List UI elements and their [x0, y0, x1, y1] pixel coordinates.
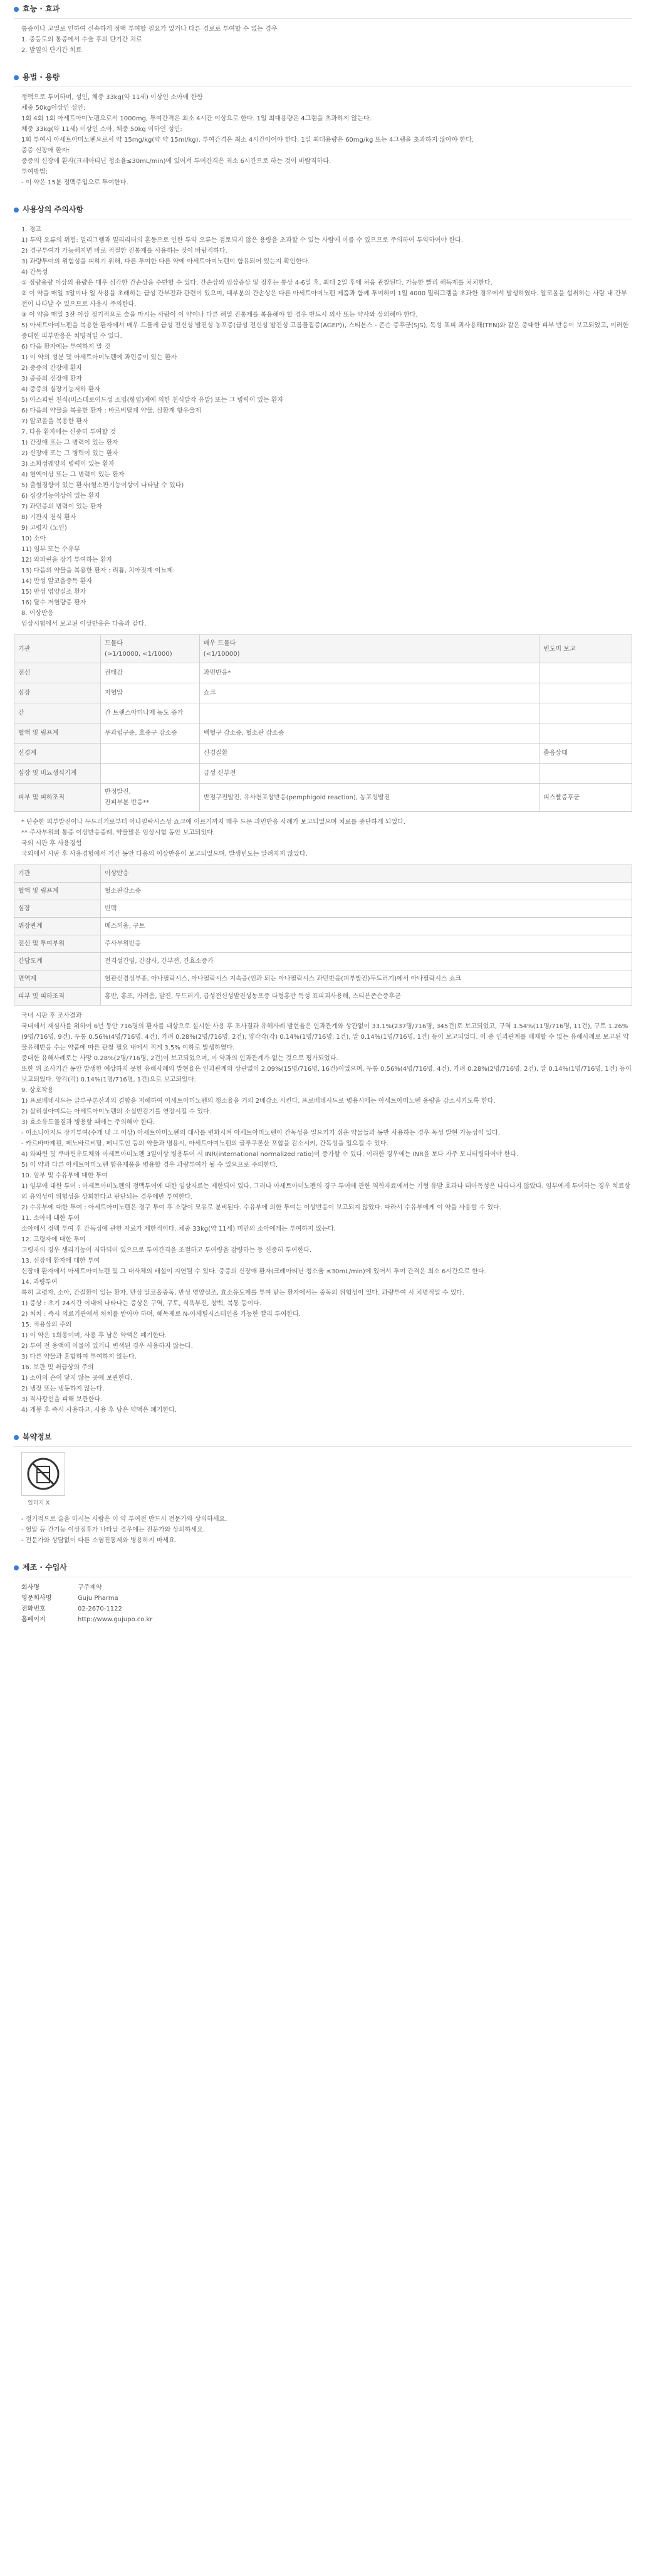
table-cell [539, 764, 632, 784]
precaution-line: 2) 처치 : 즉시 의료기관에서 처치를 받아야 하며, 해독제로 N-아세틸시스테인을 가능한 빨리 투여한다. [21, 1311, 301, 1318]
table-cell: 메스꺼움, 구토 [101, 918, 632, 935]
precaution-line: 2) 중증의 간장애 환자 [21, 365, 83, 372]
table-row [14, 988, 632, 1006]
precaution-line: 국내 시판 후 조사결과 [21, 1012, 82, 1019]
dosage-line: 정맥으로 투여하며, 성인, 체중 33kg(약 11세) 이상인 소아에 한함 [21, 94, 203, 101]
precautions-title [14, 204, 632, 219]
maker-row [14, 1604, 632, 1614]
section-bullet-icon [14, 1565, 19, 1570]
table-cell: 심장 [14, 683, 101, 703]
precaution-line: 3) 다른 약물과 혼합하여 투여하지 않는다. [21, 1354, 137, 1360]
precaution-line: 고령자의 경우 생리기능이 저하되어 있으므로 투여간격을 조절하고 투여량을 감량하는 등 신중히 투여한다. [21, 1247, 312, 1254]
precaution-line: 2) 신장애 또는 그 병력이 있는 환자 [21, 450, 118, 457]
precautions-section [14, 204, 632, 1416]
table-cell: 졸음상태 [539, 744, 632, 764]
precaution-line: 1) 증상 : 초기 24시간 이내에 나타나는 증상은 구역, 구토, 식욕부진, 창백, 복통 등이다. [21, 1300, 262, 1307]
precaution-line: 1) 이 약의 성분 및 아세트아미노펜에 과민증이 있는 환자 [21, 354, 177, 361]
table-header-cell: 매우 드물다 (<1/10000) [199, 635, 539, 663]
precaution-line: 1. 경고 [21, 226, 42, 233]
precaution-line: 11) 임부 또는 수유부 [21, 546, 80, 553]
table-header-cell: 이상반응 [101, 865, 632, 883]
precaution-line: 6) 다음의 약물을 복용한 환자 : 바르비탈계 약물, 삼환계 항우울제 [21, 407, 201, 414]
table-header-cell: 빈도미 보고 [539, 635, 632, 663]
precaution-line: 12) 와파린을 장기 투여하는 환자 [21, 557, 113, 564]
storage-section [14, 1432, 632, 1546]
table-row [14, 703, 632, 723]
maker-value: 구주제약 [78, 1584, 102, 1591]
precaution-line: 6) 심장기능이상이 있는 환자 [21, 493, 101, 500]
storage-title-text: 복약정보 [23, 1433, 52, 1441]
precaution-line: 2) 투여 전 용액에 이물이 있거나 변색된 경우 사용하지 않는다. [21, 1343, 193, 1350]
table-cell: 전격성간염, 간감사, 간부전, 간효소증가 [101, 953, 632, 970]
precaution-line: 13) 다음의 약물을 복용한 환자 : 리튬, 치아짓계 이뇨제 [21, 567, 173, 574]
table-cell: 심장 및 비뇨생식기계 [14, 764, 101, 784]
efficacy-line: 2. 발열의 단기간 치료 [21, 47, 82, 54]
precaution-line: 4) 간독성 [21, 269, 48, 276]
precaution-line: 3) 과량투여의 위험성을 피하기 위해, 다른 투여한 다른 약에 아세트아미노펜이 함유되어 있는지 확인한다. [21, 258, 310, 265]
maker-value: Guju Pharma [78, 1595, 118, 1602]
precaution-line: 3) 효소유도물질과 병용할 때에는 주의해야 한다. [21, 1119, 155, 1126]
dosage-line: 1회 투여시 아세트아미노펜으로서 약 15mg/kg(약 약 15ml/kg), 투여간격은 최소 4시간이어야 한다. 1일 최대용량은 60mg/kg 또는 4그램을 초과하지 않아야 한다. [21, 137, 474, 144]
table-cell [101, 764, 200, 784]
precaution-line: 5) 이 약과 다른 아세트아미노펜 함유제품을 병용할 경우 과량투여가 될 수 있으므로 주의한다. [21, 1162, 278, 1169]
precaution-line: 중대한 유해사례로는 사망 0.28%(2명/716명, 2건)이 보고되었으며, 이 약과의 인과관계가 없는 것으로 평가되었다. [21, 1055, 338, 1062]
precaution-line: 2) 살리실아미드는 아세트아미노펜의 소실반감기를 연장시킬 수 있다. [21, 1108, 211, 1115]
table-cell: 혈액 및 림프계 [14, 723, 101, 744]
table-cell: 위장관계 [14, 918, 101, 935]
precaution-line: 3) 직사광선을 피해 보관한다. [21, 1396, 103, 1403]
precaution-line: 1) 임부에 대한 투여 : 아세트아미노펜의 정맥투여에 대한 임상자료는 제한되어 있다. 그러나 아세트아미노펜의 경구 투여에 관한 역학자료에서는 기형 유발 효과나 태아독성은 나타나지 않았다. 임부에게 투여하는 경우 치료상의 유익성이 위험성을 상회한다고 판단되는 경우에만 투여한다. [21, 1183, 631, 1201]
table-cell: 과민반응* [199, 663, 539, 683]
precaution-note: ** 주사부위의 통증 이상반응증례, 약물많은 임상시험 동안 보고되었다. [21, 829, 216, 836]
efficacy-section [14, 4, 632, 56]
maker-label: 전화번호 [21, 1606, 46, 1612]
dosage-line: 체중 33kg(약 11세) 이상인 소아, 체중 50kg 이하인 성인: [21, 126, 182, 133]
precaution-line: 2) 경구투여가 가능해지면 바로 적절한 진통제를 사용하는 것이 바람직하다. [21, 248, 227, 255]
precaution-line: 12. 고령자에 대한 투여 [21, 1236, 86, 1243]
maker-label: 회사명 [21, 1584, 39, 1591]
precaution-line: - 카르바마제핀, 페노바르비탈, 페니토인 등의 약물과 병용시, 아세트아미노펜의 글루쿠론산 포합을 감소시켜, 간독성을 일으킬 수 있다. [21, 1140, 388, 1147]
precautions-title-text: 사용상의 주의사항 [23, 205, 83, 214]
table-header-cell: 기관 [14, 865, 101, 883]
precaution-line: 5) 아세트아미노펜을 복용한 환자에서 매우 드물게 급성 전신성 발진성 농포증(급성 전신성 발진성 고름물집증(AGEP)), 스티븐스 - 존슨 증후군(SJS), 독성 표피 괴사용해(TEN)와 같은 중대한 피부 반응이 보고되었고, 이러한 중대한 피부반응은 치명적일 수 있다. [21, 322, 631, 340]
table-cell: 혈소판감소증 [101, 883, 632, 900]
table-cell: 피스빨증후군 [539, 784, 632, 812]
precaution-note: 국외 시판 후 사용경험 [21, 840, 82, 847]
maker-label: 홈페이지 [21, 1616, 46, 1623]
section-bullet-icon [14, 75, 19, 80]
table-row [14, 918, 632, 935]
maker-row [14, 1614, 632, 1625]
homepage-link[interactable]: http://www.gujupo.co.kr [78, 1616, 153, 1623]
table-row [14, 663, 632, 683]
dosage-line: 1회 4회 1회 아세트아미노펜으로서 1000mg, 투여간격은 최소 4시간 이상으로 한다. 1일 최대용량은 4그램을 초과하지 않는다. [21, 115, 372, 122]
precaution-line: 7) 알코올을 복용한 환자 [21, 418, 88, 425]
table-cell: 혈관신경성부종, 아나필락시스, 아나필락시스 지속증(인과 되는 아나필락시스 과민반응(피부발진)두드러기)에서 아나필락시스 쇼크 [101, 970, 632, 988]
table-cell: 권태감 [101, 663, 200, 683]
dosage-line: 중증 신장애 환자: [21, 147, 70, 154]
no-freeze-icon [21, 1452, 65, 1496]
maker-row [14, 1593, 632, 1604]
precaution-line: 특히 고령자, 소아, 간질환이 있는 환자, 만성 알코올중독, 만성 영양실조, 효소유도제를 투여 받는 환자에서는 중독의 위험성이 있다. 과량투여 시 치명적일 수 있다. [21, 1290, 465, 1296]
efficacy-title-text: 효능 · 효과 [23, 4, 60, 13]
precaution-line: 국내에서 재심사를 위하여 6년 동안 716명의 환자를 대상으로 실시한 사용 후 조사결과 유해사례 발현율은 인과관계와 상관없이 33.1%(237명/716명, 345건)로 보고되었고, 구역 1.54%(11명/716명, 11건), 구토 1.26%(9명/716명, 9건), 두통 0.56%(4명/716명, 4건), 가려 0.28%(2명/716명, 2건), 양각각(각) 0.14%(1명/716명, 1건), 알 0.14%(1명/716명, 1건) 등이 보고되었다. 이 중 인과관계를 배제할 수 없는 유해사례로 보고된 약물유해반응 수는 약품에 따른 관찰 필요 내에서 적게 3.5% 이하로 발생하였다. [21, 1023, 629, 1051]
precaution-line: 1) 간장애 또는 그 병력이 있는 환자 [21, 439, 118, 446]
precaution-line: 4) 개봉 후 즉시 사용하고, 사용 후 남은 약액은 폐기한다. [21, 1407, 177, 1414]
precaution-line: 9) 고령자 (노인) [21, 525, 67, 532]
precaution-line: ③ 이 약을 매일 3잔 이상 정기적으로 술을 마시는 사람이 이 약이나 다른 해열 진통제를 복용해야 할 경우 반드시 의사 또는 약사와 상의해야 한다. [21, 312, 418, 318]
precaution-line: ① 정량용량 이상의 용량은 매우 심각한 간손상을 수반할 수 있다. 간손상의 임상증상 및 징후는 통상 4-6일 후, 최대 2일 후에 처음 관찰된다. 가능한 빨리 해독제를 처치한다. [21, 280, 492, 287]
precaution-line: - 이소니아지드 장기투여(수개 내 그 이상) 아세트아미노펜의 대사를 변화시켜 아세트아미노펜이 간독성을 일으키기 쉬운 약물들과 동반 사용하는 경우 독성 발현 가능성이 있다. [21, 1130, 501, 1137]
precaution-line: 14) 만성 알코올중독 환자 [21, 578, 93, 585]
precaution-line: 임상시험에서 보고된 이상반응은 다음과 같다. [21, 621, 147, 628]
table-cell: 전신 및 투여부위 [14, 935, 101, 953]
precaution-line: 14. 과량투여 [21, 1279, 58, 1286]
table-cell: 무과립구증, 호중구 감소증 [101, 723, 200, 744]
precaution-line: 5) 아스피린 천식(비스테로이드성 소염(항염)제에 의한 천식발작 유발) 또는 그 병력이 있는 환자 [21, 397, 284, 404]
section-bullet-icon [14, 1435, 19, 1440]
dosage-line: 투여방법: [21, 169, 48, 176]
postmarketing-table [14, 865, 632, 1006]
table-cell: 간담도계 [14, 953, 101, 970]
dosage-section [14, 72, 632, 188]
dosage-title [14, 72, 632, 87]
precaution-note: * 단순한 피부발진이나 두드러기로부터 아나필락시스성 쇼크에 이르기까지 매우 드문 과민반응 사례가 보고되었으며 치료를 중단하게 되었다. [21, 819, 405, 826]
maker-value: 02-2670-1122 [78, 1606, 122, 1612]
precaution-line: 7. 다음 환자에는 신중히 투여할 것 [21, 429, 117, 436]
precaution-line: 1) 소아의 손이 닿지 않는 곳에 보관한다. [21, 1375, 133, 1382]
storage-line: - 전문가와 상담없이 다른 소염진통제와 병용하지 마세요. [21, 1537, 177, 1544]
table-cell: 저혈압 [101, 683, 200, 703]
table-cell: 전신 [14, 663, 101, 683]
storage-title [14, 1432, 632, 1447]
precaution-line: 신장애 환자에서 아세트아미노펜 및 그 대사체의 배설이 지연될 수 있다. 중증의 신장애 환자(크레아티닌 청소율 ≤30mL/min)에 있어서 투여 간격은 최소 6시간으로 한다. [21, 1268, 486, 1275]
table-cell: 신경계 [14, 744, 101, 764]
precaution-line: 16. 보관 및 취급상의 주의 [21, 1364, 94, 1371]
precaution-line: 7) 과민증의 병력이 있는 환자 [21, 503, 103, 510]
maker-title-text: 제조 · 수입사 [23, 1563, 67, 1572]
maker-row [14, 1582, 632, 1593]
precaution-line: 3) 소화성궤양의 병력이 있는 환자 [21, 461, 115, 468]
precaution-line: 15) 만성 영양실조 환자 [21, 589, 86, 596]
table-cell: 피부 및 피하조직 [14, 988, 101, 1006]
precaution-line: 11. 소아에 대한 투여 [21, 1215, 80, 1222]
table-cell [101, 744, 200, 764]
table-cell [539, 723, 632, 744]
storage-line: - 혈압 등 간기능 이상징후가 나타날 경우에는 전문가와 상의하세요. [21, 1527, 206, 1533]
precaution-line: 2) 수유부에 대한 투여 : 아세트아미노펜은 경구 투여 후 소량이 모유로 분비된다. 수유부에 의한 투여는 이상반응이 보고되지 않았다. 따라서 수유부에게 이 약을 사용할 수 있다. [21, 1204, 501, 1211]
table-row [14, 723, 632, 744]
table-cell [539, 703, 632, 723]
table-cell: 혈액 및 림프계 [14, 883, 101, 900]
table-row [14, 883, 632, 900]
table-row [14, 744, 632, 764]
precaution-line: ② 이 약을 매일 3알이나 일 사용을 초래하는 급성 간부전과 관련이 있으며, 대부분의 간손상은 다른 아세트아미노펜 제품과 함께 투여하여 1일 4000 밀리그램을 초과한 경우에서 발생하였다. 알코올을 섭취하는 사람 내 간부전이 나타날 수 있으므로 사용시 주의한다. [21, 290, 627, 308]
precaution-line: 8. 이상반응 [21, 610, 54, 617]
table-row [14, 683, 632, 703]
precaution-line: 4) 와파린 및 쿠마린유도체와 아세트아미노펜 3일이상 병용투여 시 INR(international normalized ratio)이 증가할 수 있다. 이러한 경우에는 INR을 보다 자주 모니터링하여야 한다. [21, 1151, 519, 1158]
table-cell: 신경질환 [199, 744, 539, 764]
precaution-line: 1) 이 약은 1회용이며, 사용 후 남은 약액은 폐기한다. [21, 1332, 167, 1339]
precaution-line: 9. 상호작용 [21, 1087, 54, 1094]
efficacy-title [14, 4, 632, 19]
precaution-line: 6) 다음 환자에는 투여하지 말 것 [21, 344, 111, 350]
table-row [14, 953, 632, 970]
table-cell: 간 [14, 703, 101, 723]
table-cell: 면역계 [14, 970, 101, 988]
no-freeze-caption: 얼리지 X [28, 1500, 50, 1506]
maker-section [14, 1562, 632, 1625]
precaution-line: 4) 혈액이상 또는 그 병력이 있는 환자 [21, 471, 125, 478]
precaution-line: 10) 소아 [21, 535, 46, 542]
table-cell: 반점구진발진, 유사천포창반응(pemphigoid reaction), 농포성발진 [199, 784, 539, 812]
table-row [14, 784, 632, 812]
maker-label: 영문회사명 [21, 1595, 52, 1602]
precaution-line: 16) 탈수 저혈량증 환자 [21, 599, 86, 606]
dosage-line: 체중 50kg이상인 성인: [21, 105, 86, 112]
section-bullet-icon [14, 7, 19, 12]
table-row [14, 935, 632, 953]
dosage-line: - 이 약은 15분 정맥주입으로 투여한다. [21, 179, 128, 186]
precaution-line: 소아에서 정맥 투여 후 간독성에 관한 자료가 제한적이다. 체중 33kg(약 11세) 미만의 소아에게는 투여하지 않는다. [21, 1226, 336, 1233]
precaution-line: 1) 투약 오류의 위험: 밀리그램과 밀리리터의 혼동으로 인한 투약 오류는 검토되지 않은 용량을 초과할 수 있는 사람에 이를 수 있으므로 주의하여 투약하여야 한다. [21, 237, 463, 244]
maker-title [14, 1562, 632, 1577]
storage-line: - 정기적으로 술을 마시는 사람은 이 약 투여전 반드시 전문가와 상의하세요. [21, 1516, 227, 1523]
table-cell: 빈맥 [101, 900, 632, 918]
efficacy-line: 1. 중등도의 통증에서 수술 후의 단기간 치료 [21, 36, 142, 43]
table-row [14, 764, 632, 784]
table-cell: 심장 [14, 900, 101, 918]
adverse-reaction-table [14, 634, 632, 812]
efficacy-line: 통증이나 고열로 인하여 신속하게 정맥 투여할 필요가 있거나 다른 경로로 투여할 수 없는 경우 [21, 26, 278, 33]
table-cell [539, 683, 632, 703]
table-cell: 주사부위반응 [101, 935, 632, 953]
table-header-cell: 드물다 (>1/10000, <1/1000) [101, 635, 200, 663]
table-header-cell: 기관 [14, 635, 101, 663]
table-cell: 간 트랜스아미나제 농도 증가 [101, 703, 200, 723]
table-cell: 쇼크 [199, 683, 539, 703]
table-header-row [14, 865, 632, 883]
precaution-line: 4) 중증의 심장기능저하 환자 [21, 386, 101, 393]
precaution-line: 5) 출혈경향이 있는 환자(혈소판기능이상이 나타날 수 있다) [21, 482, 184, 489]
table-cell [539, 663, 632, 683]
precaution-line: 10. 임부 및 수유부에 대한 투여 [21, 1172, 108, 1179]
precaution-line: 15. 적용상의 주의 [21, 1322, 72, 1328]
precaution-line: 13. 신장애 환자에 대한 투여 [21, 1258, 100, 1264]
table-row [14, 900, 632, 918]
table-cell: 백혈구 감소증, 혈소판 감소증 [199, 723, 539, 744]
precaution-line: 8) 기관지 천식 환자 [21, 514, 76, 521]
dosage-line: 중증의 신장애 환자(크레아티닌 청소율≤30mL/min)에 있어서 투여간격은 최소 6시간으로 하는 것이 바람직하다. [21, 158, 331, 165]
table-header-row [14, 635, 632, 663]
table-cell: 피부 및 피하조직 [14, 784, 101, 812]
precaution-line: 3) 중증의 신장애 환자 [21, 376, 83, 382]
section-bullet-icon [14, 208, 19, 213]
dosage-title-text: 용법 · 용량 [23, 73, 60, 81]
table-cell: 반점발진, 진피부분 반응** [101, 784, 200, 812]
table-cell: 홍반, 홍조, 가려움, 발진, 두드러기, 급성전신성발진성농포증 다형홍반 독성 표피괴사용해, 스티븐존슨증후군 [101, 988, 632, 1006]
precaution-line: 1) 프로베네시드는 글루쿠론산과의 결합을 저해하여 아세트아미노펜의 청소율을 거의 2배감소 시킨다. 프로베네시드로 병용시에는 아세트아미노펜 용량을 감소시키도록 한다. [21, 1098, 496, 1105]
table-row [14, 970, 632, 988]
table-cell: 급성 신부전 [199, 764, 539, 784]
table-cell [199, 703, 539, 723]
precaution-line: 또한 위 조사기간 동안 발생한 예상하지 못한 유해사례의 발현율은 인과관계와 상관없이 2.09%(15명/716명, 16건)이었으며, 두통 0.56%(4명/716명, 4건), 가려 0.28%(2명/716명, 2건), 알 0.14%(1명/716명, 1건) 등이 보고되었다. 양각(각) 0.14%(1명/716명, 1건)으로 보고되었다. [21, 1066, 634, 1083]
precaution-note: 국외에서 시판 후 사용경험에서 기간 동안 다음의 이상반응이 보고되었으며, 발생빈도는 알려지지 않았다. [21, 851, 308, 858]
precaution-line: 2) 냉장 또는 냉동하지 않는다. [21, 1385, 105, 1392]
